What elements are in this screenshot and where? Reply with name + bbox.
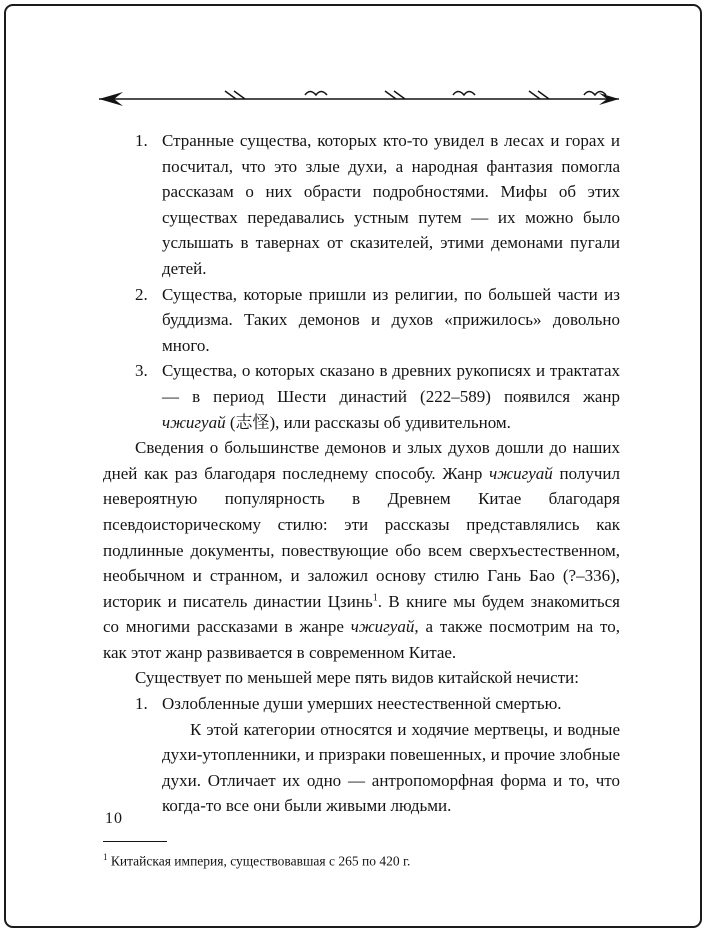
italic-term: чжигуай bbox=[162, 412, 226, 432]
italic-term: чжигуай bbox=[489, 463, 553, 483]
list-item-text: Существа, которые пришли из религии, по большей части из буддизма. Таких демонов и духов «прижилось» довольно много. bbox=[162, 284, 620, 355]
paragraph bbox=[103, 435, 620, 665]
footnote-marker: 1 bbox=[103, 852, 108, 863]
list-item bbox=[103, 358, 620, 435]
list-item-number: 3. bbox=[135, 361, 148, 381]
book-page bbox=[4, 4, 702, 928]
sub-paragraph: К этой категории относятся и ходячие мертвецы, и водные духи-утопленники, и призраки повешенных, и прочие злобные духи. Отличает их одно — антропоморфная форма и то, что когда-то все они были живыми людьми. bbox=[162, 719, 620, 816]
list-item bbox=[103, 691, 620, 717]
list-item bbox=[103, 282, 620, 359]
list-item-text: Озлобленные души умерших неестественной смертью. bbox=[162, 694, 562, 714]
paragraph: Существует по меньшей мере пять видов китайской нечисти: bbox=[135, 668, 579, 688]
italic-term: чжигуай bbox=[350, 617, 415, 637]
list-item-text: Странные существа, которых кто-то увидел в лесах и горах и посчитал, что это злые духи, а народная фантазия помогла рассказам о них обрасти подробностями. Мифы об этих существах передавались устным путем — их можно было услышать в тавернах от сказителей, этими демонами пугали детей. bbox=[162, 131, 620, 278]
footnote bbox=[103, 849, 620, 870]
list-item-number: 2. bbox=[135, 284, 148, 304]
text-run: . В книге мы будем знакомиться со многими рассказами в жанре bbox=[103, 591, 621, 637]
text-run: Существа, о которых сказано в древних рукописях и трактатах — в период Шести династий (222–589) появился жанр bbox=[162, 361, 620, 406]
text-run: (志怪), или рассказы об удивительном. bbox=[225, 412, 511, 432]
footnote-reference: 1 bbox=[372, 592, 378, 604]
list-item bbox=[103, 128, 620, 282]
page-number: 10 bbox=[105, 810, 123, 827]
feathered-arrow-divider-icon bbox=[97, 86, 621, 108]
footnote-rule bbox=[103, 841, 167, 842]
text-run: , а также посмотрим на то, как этот жанр развивается в современном Китае. bbox=[103, 617, 621, 662]
list-item-number: 1. bbox=[135, 131, 148, 150]
list-item-number: 1. bbox=[135, 694, 148, 714]
text-run: Сведения о большинстве демонов и злых духов дошли до наших дней как раз благодаря последнему способу. Жанр bbox=[103, 438, 620, 483]
page-body bbox=[103, 128, 620, 870]
list-item-text bbox=[162, 358, 620, 435]
text-run: получил невероятную популярность в Древнем Китае благодаря псевдоисторическому стилю: эти рассказы представлялись как подлинные документы, повествующие обо всем сверхъестественном, необычном и странном, и заложил основу стилю Гань Бао (?–336), историк и писатель династии Цзинь bbox=[103, 463, 620, 611]
footnote-text: Китайская империя, существовавшая с 265 по 420 г. bbox=[107, 853, 411, 869]
